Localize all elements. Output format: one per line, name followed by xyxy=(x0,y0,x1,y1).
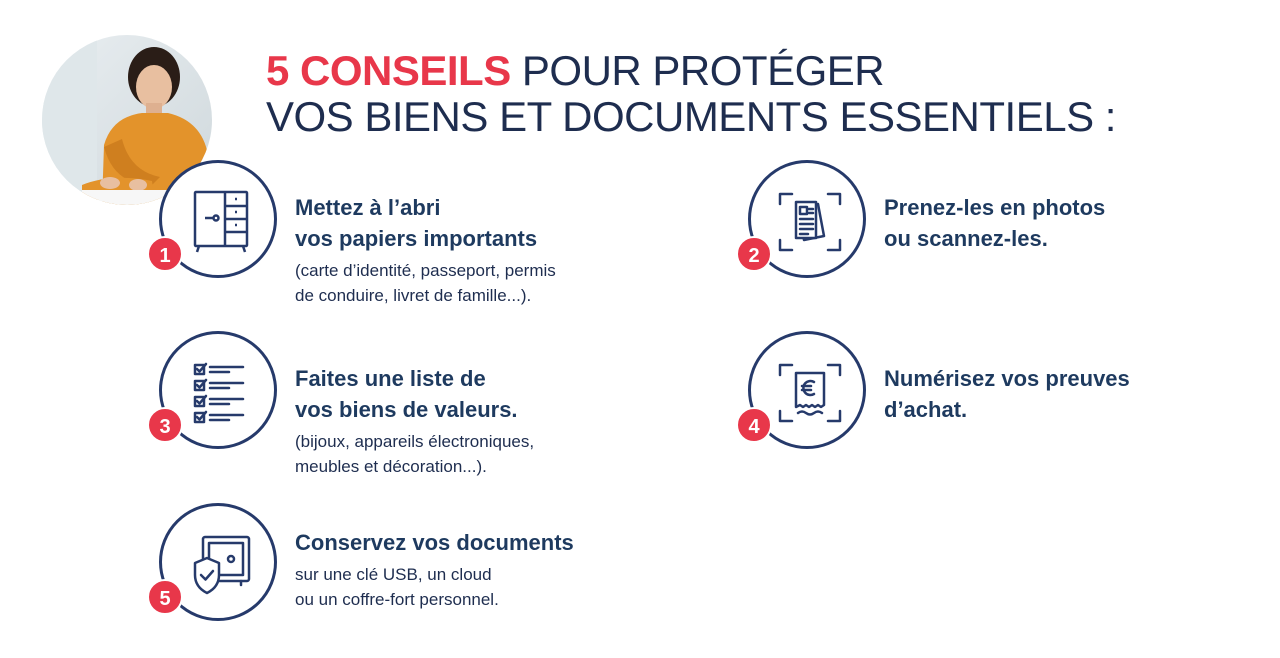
tip-1-heading xyxy=(295,192,635,254)
tip-4-number-badge: 4 xyxy=(736,407,772,443)
title-line-1 xyxy=(266,48,1226,94)
tip-2-text xyxy=(884,192,1224,254)
tip-3-text xyxy=(295,363,635,479)
tip-2-heading-line-1: Prenez-les en photos xyxy=(884,195,1106,220)
tip-3-details-line-2: meubles et décoration...). xyxy=(295,457,487,476)
title-line-2: VOS BIENS ET DOCUMENTS ESSENTIELS : xyxy=(266,93,1116,140)
tip-5-heading-line-1: Conservez vos documents xyxy=(295,530,574,555)
tip-4-heading-line-1: Numérisez vos preuves xyxy=(884,366,1130,391)
tip-5-details-line-2: ou un coffre-fort personnel. xyxy=(295,590,499,609)
tip-5-text xyxy=(295,527,635,612)
tip-1-heading-line-2: vos papiers importants xyxy=(295,226,538,251)
tip-4-text xyxy=(884,363,1224,425)
tip-1-heading-line-1: Mettez à l’abri xyxy=(295,195,441,220)
tip-1-number-badge: 1 xyxy=(147,236,183,272)
title-rest: POUR PROTÉGER xyxy=(510,47,885,94)
tip-1-details-line-1: (carte d’identité, passeport, permis xyxy=(295,261,556,280)
tip-4-heading xyxy=(884,363,1224,425)
tip-2-heading xyxy=(884,192,1224,254)
page-title xyxy=(266,48,1226,140)
scan-document-icon xyxy=(778,190,842,254)
tip-2-heading-line-2: ou scannez-les. xyxy=(884,226,1048,251)
tip-5-details-line-1: sur une clé USB, un cloud xyxy=(295,565,492,584)
tip-2-number-badge: 2 xyxy=(736,236,772,272)
tip-1-text xyxy=(295,192,635,308)
cabinet-icon xyxy=(189,190,253,254)
checklist-icon xyxy=(189,361,253,425)
tip-1-details xyxy=(295,258,635,308)
tip-3-heading-line-1: Faites une liste de xyxy=(295,366,486,391)
title-accent: 5 CONSEILS xyxy=(266,47,511,94)
tip-3-details xyxy=(295,429,635,479)
safe-shield-icon xyxy=(189,533,253,597)
tip-5-details xyxy=(295,562,635,612)
tip-4-heading-line-2: d’achat. xyxy=(884,397,968,422)
tip-5-number-badge: 5 xyxy=(147,579,183,615)
tip-3-heading xyxy=(295,363,635,425)
tip-3-number-badge: 3 xyxy=(147,407,183,443)
tip-1-details-line-2: de conduire, livret de famille...). xyxy=(295,286,532,305)
tip-5-heading xyxy=(295,527,635,558)
tip-3-details-line-1: (bijoux, appareils électroniques, xyxy=(295,432,535,451)
tip-3-heading-line-2: vos biens de valeurs. xyxy=(295,397,518,422)
scan-receipt-euro-icon xyxy=(778,361,842,425)
